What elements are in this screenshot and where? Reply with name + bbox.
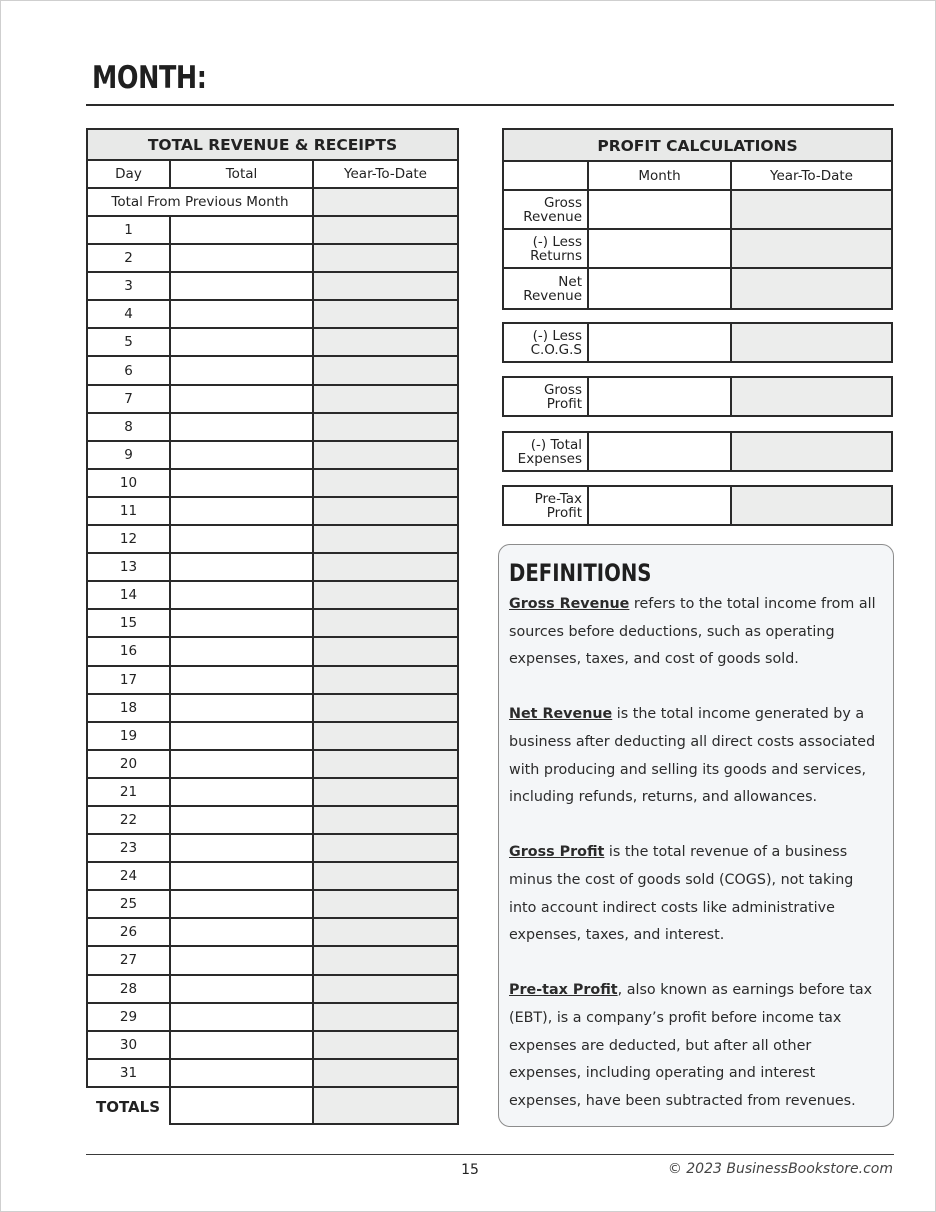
day-row — [87, 469, 458, 497]
less-returns-ytd-cell[interactable] — [732, 230, 891, 267]
day-row — [87, 778, 458, 806]
copyright-text: © 2023 BusinessBookstore.com — [667, 1161, 893, 1177]
day-total-cell[interactable] — [170, 497, 313, 525]
day-number: 2 — [87, 244, 170, 272]
day-number: 30 — [87, 1031, 170, 1059]
day-row — [87, 806, 458, 834]
footer-rule — [86, 1154, 894, 1155]
day-row — [87, 1003, 458, 1031]
pretax-profit-month-cell[interactable] — [589, 487, 732, 524]
day-total-cell[interactable] — [170, 778, 313, 806]
total-expenses-box — [502, 431, 893, 472]
definition-gross-revenue: Gross Revenue refers to the total income from all sources before deductions, such as operating expenses, taxes, and cost of goods sold. — [509, 596, 876, 668]
day-row — [87, 666, 458, 694]
day-row — [87, 1059, 458, 1087]
col-month-header: Month — [589, 162, 732, 189]
day-number: 17 — [87, 666, 170, 694]
day-row — [87, 862, 458, 890]
day-total-cell[interactable] — [170, 525, 313, 553]
less-cogs-label: (-) Less C.O.G.S — [504, 324, 589, 361]
day-total-cell[interactable] — [170, 1059, 313, 1087]
day-total-cell[interactable] — [170, 469, 313, 497]
day-row — [87, 722, 458, 750]
revenue-table-title: TOTAL REVENUE & RECEIPTS — [87, 129, 458, 160]
month-label: MONTH: — [92, 60, 207, 96]
day-total-cell[interactable] — [170, 609, 313, 637]
day-ytd-cell[interactable] — [313, 666, 458, 694]
day-total-cell[interactable] — [170, 272, 313, 300]
day-number: 3 — [87, 272, 170, 300]
day-ytd-cell[interactable] — [313, 609, 458, 637]
day-total-cell[interactable] — [170, 637, 313, 665]
total-expenses-month-cell[interactable] — [589, 433, 732, 470]
gross-profit-ytd-cell[interactable] — [732, 378, 891, 415]
month-underline — [86, 104, 894, 106]
day-row — [87, 890, 458, 918]
day-number: 31 — [87, 1059, 170, 1087]
day-row — [87, 525, 458, 553]
definition-term: Pre-tax Profit — [509, 982, 618, 999]
day-number: 24 — [87, 862, 170, 890]
day-total-cell[interactable] — [170, 300, 313, 328]
less-cogs-ytd-cell[interactable] — [732, 324, 891, 361]
profit-table — [502, 128, 893, 310]
day-row — [87, 946, 458, 974]
day-row — [87, 834, 458, 862]
day-row — [87, 244, 458, 272]
day-number: 20 — [87, 750, 170, 778]
total-expenses-label: (-) Total Expenses — [504, 433, 589, 470]
gross-revenue-month-cell[interactable] — [589, 191, 732, 228]
day-ytd-cell[interactable] — [313, 300, 458, 328]
day-number: 10 — [87, 469, 170, 497]
day-number: 26 — [87, 918, 170, 946]
totals-label: TOTALS — [95, 1097, 161, 1116]
day-ytd-cell[interactable] — [313, 356, 458, 384]
day-number: 13 — [87, 553, 170, 581]
definition-gross-profit: Gross Profit is the total revenue of a business minus the cost of goods sold (COGS), not taking into account indirect costs like administrative expenses, taxes, and interest. — [509, 844, 854, 944]
day-row — [87, 385, 458, 413]
day-row — [87, 328, 458, 356]
day-number: 22 — [87, 806, 170, 834]
gross-profit-box — [502, 376, 893, 417]
day-ytd-cell[interactable] — [313, 385, 458, 413]
day-row — [87, 272, 458, 300]
day-ytd-cell[interactable] — [313, 862, 458, 890]
day-ytd-cell[interactable] — [313, 272, 458, 300]
day-ytd-cell[interactable] — [313, 553, 458, 581]
day-total-cell[interactable] — [170, 862, 313, 890]
definitions-box — [498, 544, 894, 1127]
day-total-cell[interactable] — [170, 750, 313, 778]
definition-term: Gross Profit — [509, 844, 605, 861]
day-row — [87, 609, 458, 637]
day-total-cell[interactable] — [170, 356, 313, 384]
day-row — [87, 300, 458, 328]
day-ytd-cell[interactable] — [313, 750, 458, 778]
gross-profit-label: Gross Profit — [504, 378, 589, 415]
definition-term: Gross Revenue — [509, 596, 630, 612]
day-total-cell[interactable] — [170, 244, 313, 272]
previous-month-ytd-cell[interactable] — [313, 188, 458, 216]
day-total-cell[interactable] — [170, 946, 313, 974]
day-ytd-cell[interactable] — [313, 1003, 458, 1031]
day-number: 4 — [87, 300, 170, 328]
net-revenue-row — [504, 269, 891, 308]
day-ytd-cell[interactable] — [313, 1059, 458, 1087]
net-revenue-label: Net Revenue — [504, 269, 589, 308]
gross-revenue-row — [504, 191, 891, 230]
pretax-profit-box — [502, 485, 893, 526]
day-ytd-cell[interactable] — [313, 834, 458, 862]
day-ytd-cell[interactable] — [313, 1031, 458, 1059]
day-row — [87, 637, 458, 665]
profit-table-title: PROFIT CALCULATIONS — [504, 130, 891, 162]
day-number: 6 — [87, 356, 170, 384]
day-number: 7 — [87, 385, 170, 413]
day-row — [87, 497, 458, 525]
day-row — [87, 216, 458, 244]
day-row — [87, 581, 458, 609]
day-ytd-cell[interactable] — [313, 806, 458, 834]
day-total-cell[interactable] — [170, 553, 313, 581]
day-ytd-cell[interactable] — [313, 722, 458, 750]
day-number: 25 — [87, 890, 170, 918]
net-revenue-month-cell[interactable] — [589, 269, 732, 308]
definition-net-revenue: Net Revenue is the total income generated by a business after deducting all direct costs associated with producing and selling its goods and services, including refunds, returns, and allowances. — [509, 706, 876, 806]
day-total-cell[interactable] — [170, 694, 313, 722]
day-row — [87, 413, 458, 441]
day-number: 8 — [87, 413, 170, 441]
day-ytd-cell[interactable] — [313, 581, 458, 609]
day-ytd-cell[interactable] — [313, 637, 458, 665]
day-ytd-cell[interactable] — [313, 525, 458, 553]
day-ytd-cell[interactable] — [313, 216, 458, 244]
day-ytd-cell[interactable] — [313, 497, 458, 525]
totals-ytd-cell[interactable] — [313, 1087, 458, 1124]
day-total-cell[interactable] — [170, 441, 313, 469]
definition-pretax-profit: Pre-tax Profit, also known as earnings before tax (EBT), is a company’s profit before income tax expenses are deducted, but after all other expenses, including operating and interest expenses, have been subtracted from revenues. — [509, 982, 873, 1109]
day-number: 19 — [87, 722, 170, 750]
day-ytd-cell[interactable] — [313, 778, 458, 806]
day-row — [87, 750, 458, 778]
day-number: 23 — [87, 834, 170, 862]
definitions-title: DEFINITIONS — [509, 559, 652, 587]
day-row — [87, 441, 458, 469]
col-day-header: Day — [87, 160, 170, 188]
day-row — [87, 356, 458, 384]
day-total-cell[interactable] — [170, 918, 313, 946]
day-ytd-cell[interactable] — [313, 946, 458, 974]
day-total-cell[interactable] — [170, 666, 313, 694]
day-row — [87, 975, 458, 1003]
day-total-cell[interactable] — [170, 385, 313, 413]
page-number: 15 — [461, 1162, 479, 1178]
less-returns-label: (-) Less Returns — [504, 230, 589, 267]
col-total-header: Total — [170, 160, 313, 188]
col-ytd-header: Year-To-Date — [313, 160, 458, 188]
total-expenses-ytd-cell[interactable] — [732, 433, 891, 470]
day-number: 18 — [87, 694, 170, 722]
day-number: 1 — [87, 216, 170, 244]
day-number: 15 — [87, 609, 170, 637]
day-ytd-cell[interactable] — [313, 890, 458, 918]
revenue-table — [86, 128, 459, 1125]
gross-revenue-ytd-cell[interactable] — [732, 191, 891, 228]
day-number: 27 — [87, 946, 170, 974]
day-total-cell[interactable] — [170, 975, 313, 1003]
day-total-cell[interactable] — [170, 328, 313, 356]
day-total-cell[interactable] — [170, 806, 313, 834]
day-total-cell[interactable] — [170, 722, 313, 750]
day-ytd-cell[interactable] — [313, 328, 458, 356]
day-row — [87, 1031, 458, 1059]
day-number: 29 — [87, 1003, 170, 1031]
day-number: 11 — [87, 497, 170, 525]
day-ytd-cell[interactable] — [313, 918, 458, 946]
day-ytd-cell[interactable] — [313, 244, 458, 272]
day-row — [87, 918, 458, 946]
day-number: 5 — [87, 328, 170, 356]
day-total-cell[interactable] — [170, 834, 313, 862]
profit-label-col-header — [504, 162, 589, 189]
day-total-cell[interactable] — [170, 216, 313, 244]
less-cogs-month-cell[interactable] — [589, 324, 732, 361]
day-ytd-cell[interactable] — [313, 469, 458, 497]
day-row — [87, 553, 458, 581]
day-number: 21 — [87, 778, 170, 806]
pretax-profit-label: Pre-Tax Profit — [504, 487, 589, 524]
totals-total-cell[interactable] — [170, 1087, 313, 1124]
gross-profit-month-cell[interactable] — [589, 378, 732, 415]
day-total-cell[interactable] — [170, 413, 313, 441]
less-cogs-box — [502, 322, 893, 363]
day-number: 9 — [87, 441, 170, 469]
day-total-cell[interactable] — [170, 1031, 313, 1059]
less-returns-month-cell[interactable] — [589, 230, 732, 267]
day-number: 16 — [87, 637, 170, 665]
day-ytd-cell[interactable] — [313, 975, 458, 1003]
day-ytd-cell[interactable] — [313, 694, 458, 722]
previous-month-label: Total From Previous Month — [87, 188, 313, 216]
col-ytd-header: Year-To-Date — [732, 162, 891, 189]
net-revenue-ytd-cell[interactable] — [732, 269, 891, 308]
day-number: 12 — [87, 525, 170, 553]
day-ytd-cell[interactable] — [313, 413, 458, 441]
day-total-cell[interactable] — [170, 1003, 313, 1031]
day-number: 14 — [87, 581, 170, 609]
day-number: 28 — [87, 975, 170, 1003]
gross-revenue-label: Gross Revenue — [504, 191, 589, 228]
pretax-profit-ytd-cell[interactable] — [732, 487, 891, 524]
definition-term: Net Revenue — [509, 706, 613, 723]
day-row — [87, 694, 458, 722]
day-total-cell[interactable] — [170, 890, 313, 918]
day-ytd-cell[interactable] — [313, 441, 458, 469]
day-total-cell[interactable] — [170, 581, 313, 609]
less-returns-row — [504, 230, 891, 269]
